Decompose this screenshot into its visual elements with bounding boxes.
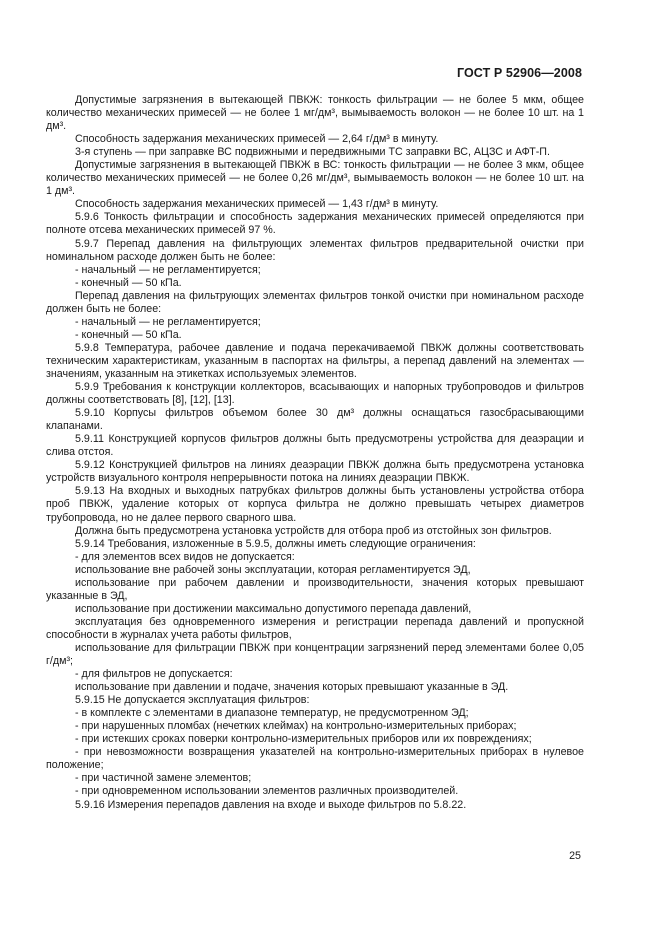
list-item: - при невозможности возвращения указателей на контрольно-измерительных приборах в нулевое положение; [46, 746, 584, 772]
paragraph: 5.9.7 Перепад давления на фильтрующих элементах фильтров предварительной очистки при номинальном расходе должен быть не более: [46, 237, 584, 263]
paragraph: 5.9.14 Требования, изложенные в 5.9.5, должны иметь следующие ограничения: [75, 537, 476, 550]
list-item: - при частичной замене элементов; [75, 772, 252, 785]
paragraph: 5.9.15 Не допускается эксплуатация фильтров: [75, 694, 310, 707]
list-item: - начальный — не регламентируется; [75, 263, 261, 276]
list-item: - при нарушенных пломбах (нечетких клеймах) на контрольно-измерительных приборах; [75, 720, 517, 733]
paragraph: 3-я ступень — при заправке ВС подвижными и передвижными ТС заправки ВС, АЦЗС и АФТ-П. [75, 146, 550, 159]
paragraph: Допустимые загрязнения в вытекающей ПВКЖ: тонкость фильтрации — не более 5 мкм, общее количество механических примесей — не более 1 мг/дм³, вымываемость волокон — не более 10 шт. на 1 дм³. [46, 94, 584, 133]
paragraph: Перепад давления на фильтрующих элементах фильтров тонкой очистки при номинальном расходе должен быть не более: [46, 289, 584, 315]
paragraph: 5.9.13 На входных и выходных патрубках фильтров должны быть установлены устройства отбора проб ПВКЖ, удаление которых от корпуса фильтра не должно превышать четырех диаметров трубопровода, но не далее первого сварного шва. [46, 485, 584, 524]
paragraph: Способность задержания механических примесей — 1,43 г/дм³ в минуту. [75, 198, 439, 211]
list-item: использование при достижении максимально допустимого перепада давлений, [75, 602, 472, 615]
list-item: - для элементов всех видов не допускается: [75, 550, 295, 563]
paragraph: 5.9.8 Температура, рабочее давление и подача перекачиваемой ПВКЖ должны соответствовать техническим характеристикам, указанным в паспортах на фильтры, а перепад давлений на элементах — значениям, указанным на этикетках используемых элементов. [46, 341, 584, 380]
list-item: использование вне рабочей зоны эксплуатации, которая регламентируется ЭД, [75, 563, 471, 576]
list-item: - при одновременном использовании элементов различных производителей. [75, 785, 459, 798]
list-item: использование при давлении и подаче, значения которых превышают указанные в ЭД. [75, 681, 509, 694]
list-item: - при истекших сроках поверки контрольно-измерительных приборов или их повреждениях; [75, 733, 532, 746]
paragraph: 5.9.10 Корпусы фильтров объемом более 30 дм³ должны оснащаться газосбрасывающими клапанами. [46, 407, 584, 433]
paragraph: Допустимые загрязнения в вытекающей ПВКЖ в ВС: тонкость фильтрации — не более 3 мкм, общее количество механических примесей — не более 0,26 мг/дм³, вымываемость волокон — не более 10 шт. на 1 дм³. [46, 159, 584, 198]
list-item: - начальный — не регламентируется; [75, 315, 261, 328]
paragraph: 5.9.6 Тонкость фильтрации и способность задержания механических примесей определяются при полноте отсева механических примесей 97 %. [46, 211, 584, 237]
list-item: использование для фильтрации ПВКЖ при концентрации загрязнений перед элементами более 0,05 г/дм³; [46, 641, 584, 668]
paragraph: Способность задержания механических примесей — 2,64 г/дм³ в минуту. [75, 133, 439, 146]
list-item: - в комплекте с элементами в диапазоне температур, не предусмотренном ЭД; [75, 707, 469, 720]
document-header: ГОСТ Р 52906—2008 [456, 66, 582, 80]
page-number: 25 [569, 850, 581, 862]
paragraph: 5.9.16 Измерения перепадов давления на входе и выходе фильтров по 5.8.22. [75, 798, 467, 811]
list-item: - конечный — 50 кПа. [75, 328, 182, 341]
paragraph: 5.9.12 Конструкцией фильтров на линиях деаэрации ПВКЖ должна быть предусмотрена установка устройств визуального контроля непрерывности потока на линиях деаэрации ПВКЖ. [46, 459, 584, 485]
list-item: использование при рабочем давлении и производительности, значения которых превышают указанные в ЭД, [46, 576, 584, 602]
paragraph: 5.9.11 Конструкцией корпусов фильтров должны быть предусмотрены устройства для деаэрации и слива отстоя. [46, 433, 584, 459]
list-item: - для фильтров не допускается: [75, 668, 233, 681]
paragraph: 5.9.9 Требования к конструкции коллекторов, всасывающих и напорных трубопроводов и фильтров должны соответствовать [8], [12], [13]. [46, 381, 584, 407]
list-item: - конечный — 50 кПа. [75, 276, 182, 289]
list-item: эксплуатация без одновременного измерения и регистрации перепада давлений и пропускной способности в журналах учета работы фильтров, [46, 615, 584, 641]
document-body [46, 94, 584, 812]
paragraph: Должна быть предусмотрена установка устройств для отбора проб из отстойных зон фильтров. [75, 524, 552, 537]
